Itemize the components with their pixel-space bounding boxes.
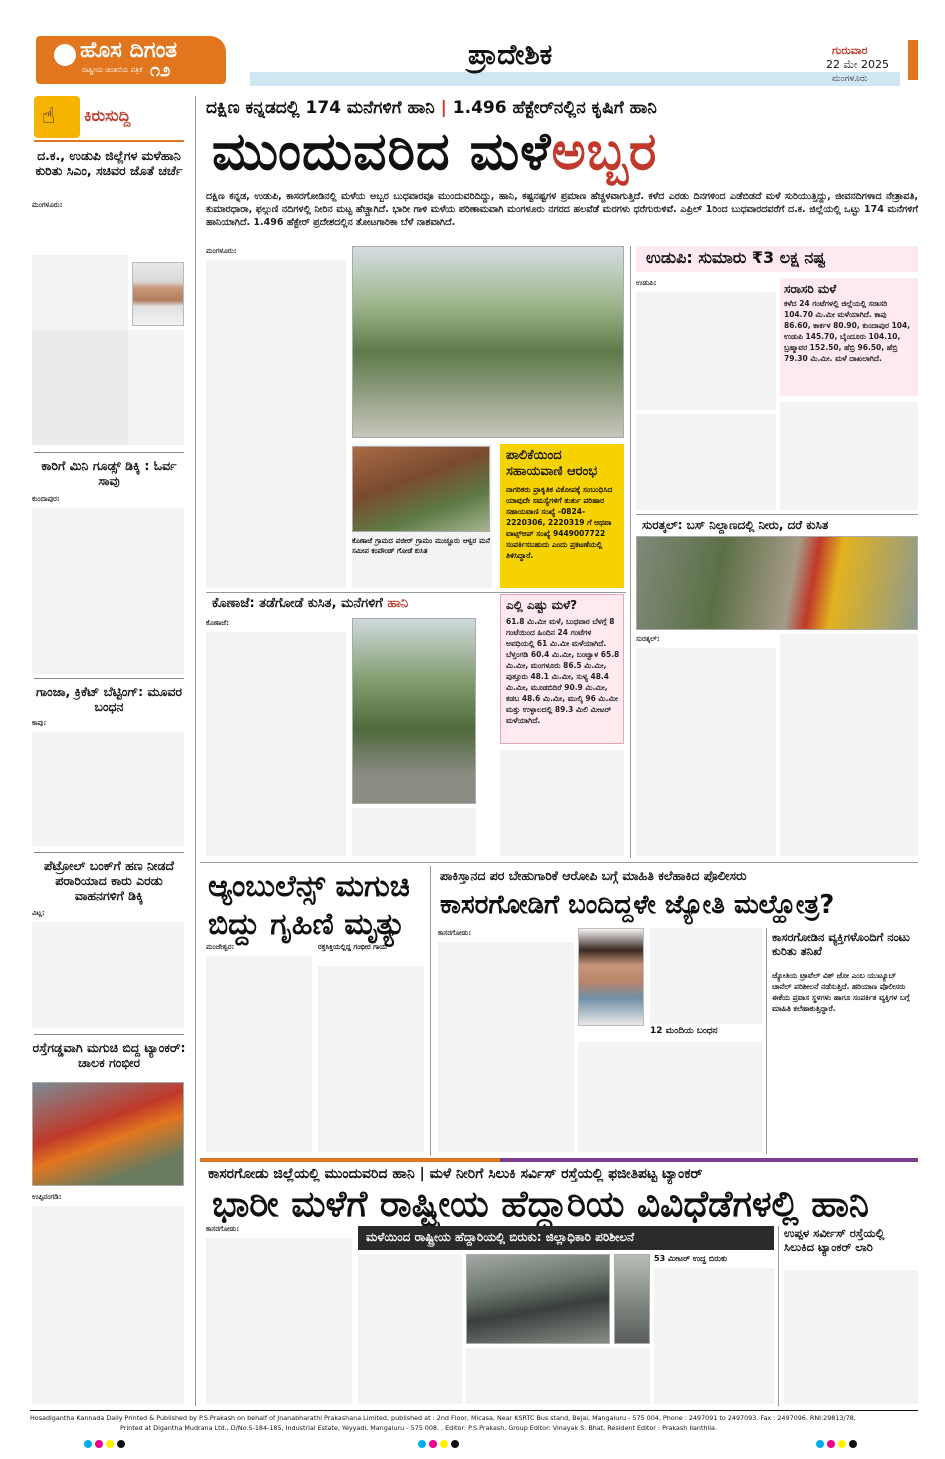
logo-text: ಹೊಸ ದಿಗಂತ bbox=[80, 38, 178, 63]
konaje-body-block-2 bbox=[352, 808, 476, 856]
tanker-sidebox-body bbox=[784, 1270, 918, 1404]
udupi-byline bbox=[636, 278, 776, 292]
black-dot-icon bbox=[451, 1440, 459, 1448]
section-title: ಪ್ರಾದೇಶಿಕ bbox=[468, 38, 553, 71]
udupi-byline-text: ಉಡುಪಿ: bbox=[636, 279, 657, 287]
compound-wall-caption: ಕೊಣಾಜೆ ಗ್ರಾಮದ ಪಜೀರ್ ಗ್ರಾಮಂ ಮುಚ್ಚೂರು ಆಳ್ವರ ಮನೆ ಸಮೀಪ ಕಂಪೌಂಡ್ ಗೋಡೆ ಕುಸಿತ bbox=[352, 537, 490, 555]
bus-stand-flooding-photo bbox=[636, 536, 918, 630]
yellow-dot-icon bbox=[440, 1440, 448, 1448]
section-rule bbox=[250, 72, 900, 86]
surathkal-headline: ಸುರತ್ಕಲ್: ಬಸ್ ನಿಲ್ದಾಣದಲ್ಲಿ ನೀರು, ದರೆ ಕುಸಿತ bbox=[642, 518, 829, 532]
helpline-text: ನಾಗರಿಕರು ಪ್ರಾಕೃತಿಕ ವಿಕೋಪಕ್ಕೆ ಸಂಬಂಧಿಸಿದ ಯಾವುದೇ ಸಮಸ್ಯೆಗಳಿಗೆ ತುರ್ತು ಪರಿಹಾರ ಸಹಾಯವಾಣಿ ಸಂಖ್ಯೆ -0824-2220306, 2220319 ಗೆ ಅಥವಾ ವಾಟ್ಸ್‌ಆಪ್ ಸಂಖ್ಯೆ 9449007722 ಸಂಪರ್ಕಿಸಬಹುದು ಎಂದು ಪ್ರಕಟಣೆಯಲ್ಲಿ ತಿಳಿಸಿದ್ದಾರೆ. bbox=[506, 485, 613, 560]
issue-day: ಗುರುವಾರ bbox=[832, 44, 868, 57]
emblem-icon bbox=[54, 44, 76, 66]
highway-headline: ಭಾರೀ ಮಳೆಗೆ ರಾಷ್ಟ್ರೀಯ ಹೆದ್ದಾರಿಯ ವಿವಿಧೆಡೆಗಳಲ್ಲಿ ಹಾನಿ bbox=[212, 1184, 869, 1225]
udupi-headline: ಉಡುಪಿ: ಸುಮಾರು ₹3 ಲಕ್ಷ ನಷ್ಟ bbox=[646, 248, 826, 267]
column-divider bbox=[630, 246, 631, 858]
highway-byline bbox=[206, 1224, 352, 1238]
column-divider bbox=[430, 866, 431, 1156]
brief-headline-1: ದ.ಕ., ಉಡುಪಿ ಜಿಲ್ಲೆಗಳ ಮಳೆಹಾನಿ ಕುರಿತು ಸಿಎಂ, ಸಚಿವರ ಜೊತೆ ಚರ್ಚೆ bbox=[35, 148, 183, 178]
footer-imprint-1: Hosadigantha Kannada Daily Printed & Published by P.S.Prakash on behalf of Jnanabharathi Prakashana Limited, published at : 2nd Floor, Micasa, Near KSRTC Bus stand, Bejai, Mangaluru - 575 004, Phone : 2497091 to 2497093. Fax : 2497096. RNI:29813/78, bbox=[30, 1414, 856, 1422]
surathkal-body-block-2 bbox=[780, 634, 918, 856]
kiru-suddi-rule bbox=[34, 140, 184, 142]
edition-city: ಮಂಗಳೂರು bbox=[832, 74, 868, 84]
cyan-dot-icon bbox=[418, 1440, 426, 1448]
udupi-body-block-2 bbox=[780, 402, 918, 510]
collector-inspection-photo bbox=[466, 1254, 610, 1344]
brief-headline-3: ಗಾಂಜಾ, ಕ್ರಿಕೆಟ್ ಬೆಟ್ಟಿಂಗ್: ಮೂವರ ಬಂಧನ bbox=[35, 684, 183, 714]
tanker-sidebox-title: ಉಪ್ಪಳ ಸರ್ವೀಸ್ ರಸ್ತೆಯಲ್ಲಿ ಸಿಲುಕಿದ ಟ್ಯಾಂಕರ್ ಲಾರಿ bbox=[784, 1226, 885, 1254]
cyan-dot-icon bbox=[84, 1440, 92, 1448]
lead-headline bbox=[212, 122, 657, 183]
brief-separator bbox=[34, 1034, 184, 1035]
footer-imprint-2: Printed at Digantha Mudrana Ltd., D/No.5-184-185, Industrial Estate, Yeyyadi, Mangaluru - 575 008. . Editor: P.S.Prakash, Group Editor: Vinayak S. Bhat, Resident Editor : Prakash Ilanthila. bbox=[120, 1424, 718, 1432]
issue-date: 22 ಮೇ 2025 bbox=[826, 58, 890, 71]
fallen-tree-photo bbox=[352, 246, 624, 438]
column-divider bbox=[195, 96, 196, 1406]
logo-tagline: ರಾಷ್ಟ್ರೀಯ ಚಿಂತನೆಯ ಪತ್ರಿಕೆ bbox=[82, 66, 143, 74]
jyoti-body-block-3 bbox=[578, 1042, 762, 1152]
accent-rule-purple bbox=[500, 1158, 918, 1162]
jyoti-byline-text: ಕಾಸರಗೋಡು: bbox=[438, 929, 472, 937]
brief-body-3 bbox=[32, 718, 186, 732]
magenta-dot-icon bbox=[827, 1440, 835, 1448]
konaje-byline bbox=[206, 618, 346, 632]
black-dot-icon bbox=[117, 1440, 125, 1448]
brief-separator bbox=[34, 452, 184, 453]
column-divider bbox=[766, 928, 767, 1154]
magenta-dot-icon bbox=[95, 1440, 103, 1448]
road-crack-photo bbox=[614, 1254, 650, 1344]
column-divider bbox=[778, 1226, 779, 1406]
jyoti-body-block-1 bbox=[438, 942, 574, 1152]
section-rule-h bbox=[200, 862, 918, 863]
surathkal-body-block-1 bbox=[636, 648, 776, 856]
highway-body-block-2 bbox=[358, 1254, 462, 1404]
lead-kicker-separator: | bbox=[440, 98, 447, 118]
konaje-body-block-1 bbox=[206, 632, 346, 856]
konaje-body-block-3 bbox=[500, 750, 624, 856]
avg-rain-title: ಸರಾಸರಿ ಮಳೆ bbox=[784, 282, 837, 296]
brief-body-2 bbox=[32, 494, 186, 508]
konaje-headline-red: ಹಾನಿ bbox=[387, 596, 409, 611]
page-number: ೧೨ bbox=[150, 60, 171, 81]
jyoti-kicker: ಪಾಕಿಸ್ತಾನದ ಪರ ಬೇಹುಗಾರಿಕೆ ಆರೋಪಿ ಬಗ್ಗೆ ಮಾಹಿತಿ ಕಲೆಹಾಕಿದ ಪೊಲೀಸರು bbox=[440, 868, 747, 883]
brief-lead-5: ಉಪ್ಪಿನಂಗಡಿ: bbox=[32, 1193, 62, 1201]
brief-separator bbox=[34, 678, 184, 679]
konaje-road-photo bbox=[352, 618, 476, 804]
brief-body-4-text-block bbox=[32, 922, 184, 1028]
brief-body-5-text-block bbox=[32, 1206, 184, 1404]
ambulance-byline-text: ಮಂಜೇಶ್ವರ: bbox=[206, 943, 235, 951]
jyoti-sidebox-title: ಕಾಸರಗೋಡಿನ ವ್ಯಕ್ತಿಗಳೊಂದಿಗೆ ನಂಟು ಕುರಿತು ತನಿಖೆ bbox=[772, 930, 910, 958]
highway-body-block-1 bbox=[206, 1238, 352, 1404]
jyoti-subhead: 12 ಮಂದಿಯ ಬಂಧನ bbox=[650, 1026, 718, 1036]
lead-headline-red: ಅಬ್ಬರ bbox=[551, 122, 658, 182]
kiru-suddi-badge bbox=[34, 96, 80, 138]
brief-headline-5: ರಸ್ತೆಗಡ್ಡವಾಗಿ ಮಗುಚಿ ಬಿದ್ದ ಟ್ಯಾಂಕರ್: ಚಾಲಕ ಗಂಭೀರ bbox=[32, 1040, 186, 1070]
brief-lead-2: ಕುಂದಾಪುರ: bbox=[32, 495, 60, 503]
footer-rule bbox=[30, 1410, 918, 1411]
accent-rule-orange bbox=[200, 1158, 500, 1162]
brief-headline-2: ಕಾರಿಗೆ ಮಿನಿ ಗೂಡ್ಸ್ ಡಿಕ್ಕಿ : ಓರ್ವ ಸಾವು bbox=[41, 458, 177, 488]
brief-body-2-text-block bbox=[32, 508, 184, 674]
ambulance-body-block-2 bbox=[318, 966, 424, 1152]
lead-headline-black: ಮುಂದುವರಿದ ಮಳೆ bbox=[212, 122, 552, 182]
jyoti-portrait bbox=[578, 928, 644, 1026]
brief-lead-3: ಕಾಪು: bbox=[32, 719, 47, 727]
section-rule-h bbox=[206, 592, 626, 593]
lead-byline-text: ಮಂಗಳೂರು: bbox=[206, 247, 237, 255]
jyoti-headline: ಕಾಸರಗೋಡಿಗೆ ಬಂದಿದ್ದಳೇ ಜ್ಯೋತಿ ಮಲ್ಹೋತ್ರ? bbox=[440, 890, 835, 920]
black-dot-icon bbox=[849, 1440, 857, 1448]
jyoti-body-block-2 bbox=[650, 928, 762, 1024]
highway-byline-text: ಕಾಸರಗೋಡು: bbox=[206, 1225, 240, 1233]
brief-body-4 bbox=[32, 908, 186, 922]
brief-body-5 bbox=[32, 1192, 186, 1206]
minister-portrait bbox=[132, 262, 184, 326]
udupi-body-block-3 bbox=[636, 414, 776, 510]
kiru-suddi-label: ಕಿರುಸುದ್ದಿ bbox=[84, 106, 131, 125]
rainfall-text: 61.8 ಮಿ.ಮೀ ಮಳೆ, ಬುಧವಾರ ಬೆಳಗ್ಗೆ 8 ಗಂಟೆಯಿಂದ ಹಿಂದಿನ 24 ಗಂಟೆಗಳ ಅವಧಿಯಲ್ಲಿ 61 ಮಿ.ಮೀ ಮಳೆಯಾಗಿದೆ. ಬೆಳ್ತಂಗಡಿ 60.4 ಮಿ.ಮೀ, ಬಂಟ್ವಾಳ 65.8 ಮಿ.ಮೀ, ಮಂಗಳೂರು 86.5 ಮಿ.ಮೀ, ಪುತ್ತೂರು 48.1 ಮಿ.ಮೀ, ಸುಳ್ಯ 48.4 ಮಿ.ಮೀ, ಮೂಡಬಿದಿರೆ 90.9 ಮಿ.ಮೀ, ಕಡಬ 48.6 ಮಿ.ಮೀ, ಮುಲ್ಕಿ 96 ಮಿ.ಮೀ ಮತ್ತು ಉಳ್ಳಾಲದಲ್ಲಿ 89.3 ಮಿಲಿ ಮೀಟರ್ ಮಳೆಯಾಗಿದೆ. bbox=[506, 617, 620, 725]
brief-headline-4: ಪೆಟ್ರೋಲ್ ಬಂಕ್‌ಗೆ ಹಣ ನೀಡದೆ ಪರಾರಿಯಾದ ಕಾರು ಎರಡು ವಾಹನಗಳಿಗೆ ಡಿಕ್ಕಿ bbox=[43, 858, 175, 903]
konaje-headline bbox=[212, 596, 408, 611]
lead-deck: ದಕ್ಷಿಣ ಕನ್ನಡ, ಉಡುಪಿ, ಕಾಸರಗೋಡಿನಲ್ಲಿ ಮಳೆಯ ಅಬ್ಬರ ಬುಧವಾರವೂ ಮುಂದುವರಿದಿದ್ದು, ಹಾನಿ, ಕಷ್ಟನಷ್ಟಗಳ ಪ್ರಮಾಣ ಹೆಚ್ಚಳವಾಗುತ್ತಿದೆ. ಕಳೆದ ಎರಡು ದಿನಗಳಿಂದ ಎಡೆಬಿಡದೆ ಮಳೆ ಸುರಿಯುತ್ತಿದ್ದು, ಜೀವನದಿಗಳಾದ ನೇತ್ರಾವತಿ, ಕುಮಾರಧಾರಾ, ಫಲ್ಗುಣಿ ನದಿಗಳಲ್ಲಿ ನೀರಿನ ಮಟ್ಟ ಹೆಚ್ಚಾಗಿದೆ. ಭಾರೀ ಗಾಳಿ ಮಳೆಯ ಪರಿಣಾಮವಾಗಿ ಮಂಗಳೂರು ನಗರದ ಹಲವೆಡೆ ಮರಗಳು ಧರೆಗುರುಳಿವೆ. ಎಪ್ರಿಲ್ 1ರಿಂದ ಬುಧವಾರದವರೆಗೆ ದ.ಕ. ಜಿಲ್ಲೆಯಲ್ಲಿ ಒಟ್ಟು 174 ಮನೆಗಳಿಗೆ ಹಾನಿಯಾಗಿದೆ. 1.496 ಹೆಕ್ಟೇರ್ ಪ್ರದೇಶದಲ್ಲಿನ ತೋಟಗಾರಿಕಾ ಬೆಳೆ ನಾಶವಾಗಿದೆ. bbox=[206, 191, 918, 228]
section-rule-h bbox=[636, 514, 918, 515]
lead-body-block-1 bbox=[206, 260, 346, 588]
ambulance-byline bbox=[206, 942, 312, 956]
highway-subhead: 53 ಮೀಟರ್ ಉದ್ದ ಬಿರುಕು bbox=[654, 1254, 728, 1263]
yellow-dot-icon bbox=[106, 1440, 114, 1448]
highway-band-text: ಮಳೆಯಿಂದ ರಾಷ್ಟ್ರೀಯ ಹೆದ್ದಾರಿಯಲ್ಲಿ ಬಿರುಕು: ಜಿಲ್ಲಾಧಿಕಾರಿ ಪರಿಶೀಲನೆ bbox=[366, 1230, 635, 1244]
surathkal-byline-text: ಸುರತ್ಕಲ್: bbox=[636, 635, 660, 643]
surathkal-byline bbox=[636, 634, 776, 648]
jyoti-byline bbox=[438, 928, 574, 942]
konaje-byline-text: ಕೊಣಾಜೆ: bbox=[206, 619, 229, 627]
date-accent-bar bbox=[908, 40, 918, 80]
helpline-title: ಪಾಲಿಕೆಯಿಂದ ಸಹಾಯವಾಣಿ ಆರಂಭ bbox=[506, 448, 598, 479]
highway-kicker: ಕಾಸರಗೋಡು ಜಿಲ್ಲೆಯಲ್ಲಿ ಮುಂದುವರಿದ ಹಾನಿ | ಮಳೆ ನೀರಿಗೆ ಸಿಲುಕಿ ಸರ್ವಿಸ್ ರಸ್ತೆಯಲ್ಲಿ ಫಜೀತಿಪಟ್ಟ ಟ್ಯಾಂಕರ್ bbox=[208, 1166, 703, 1182]
brief-lead-4: ವಿಟ್ಲ: bbox=[32, 909, 45, 917]
masthead bbox=[0, 0, 945, 92]
pointing-hand-icon: ☝ bbox=[42, 104, 56, 129]
yellow-dot-icon bbox=[838, 1440, 846, 1448]
compound-wall-collapse-photo bbox=[352, 446, 490, 532]
ambulance-subhead: ರಕ್ತಸಿಕ್ತಿಯಲ್ಲಿದ್ದ ಗಂಭೀರ ಗಾಯ bbox=[318, 943, 387, 951]
brief-body-3-text-block bbox=[32, 732, 184, 846]
rainfall-title: ಎಲ್ಲಿ ಎಷ್ಟು ಮಳೆ? bbox=[506, 598, 578, 612]
magenta-dot-icon bbox=[429, 1440, 437, 1448]
jyoti-sidebox-text: ಜ್ಯೋತಿಯ ಟ್ರಾವೆಲ್ ವಿತ್ ಜೋ ಎಂಬ ಯುಟ್ಯೂಬ್ ಚಾನೆಲ್ ಪರಿಶೀಲನೆ ನಡೆಸುತ್ತಿದೆ. ಹರಿಯಾಣ ಪೊಲೀಸರು ಈಕೆಯ ಪ್ರವಾಸ ಸ್ಥಳಗಳು ಹಾಗೂ ಸಂಪರ್ಕಿತ ವ್ಯಕ್ತಿಗಳ ಬಗ್ಗೆ ಮಾಹಿತಿ ಕಲೆಹಾಕುತ್ತಿದ್ದಾರೆ. bbox=[772, 971, 910, 1013]
konaje-headline-black: ಕೊಣಾಜೆ: ತಡೆಗೋಡೆ ಕುಸಿತ, ಮನೆಗಳಿಗೆ bbox=[212, 596, 383, 611]
lead-kicker-right: 1.496 ಹೆಕ್ಟೇರ್‌ನಲ್ಲಿನ ಕೃಷಿಗೆ ಹಾನಿ bbox=[452, 98, 657, 118]
highway-body-block-4 bbox=[654, 1268, 774, 1404]
lead-byline bbox=[206, 246, 346, 260]
avg-rain-text: ಕಳೆದ 24 ಗಂಟೆಗಳಲ್ಲಿ ಜಿಲ್ಲೆಯಲ್ಲಿ ಸರಾಸರಿ 104.70 ಮಿ.ಮೀ ಮಳೆಯಾಗಿದೆ. ಕಾಪು 86.60, ಕಾರ್ಕಳ 80.90, ಕುಂದಾಪುರ 104, ಉಡುಪಿ 145.70, ಬೈಂದೂರು 104.10, ಬ್ರಹ್ಮಾವರ 152.50, ಹೆಬ್ರಿ 96.50, ಹೆಬ್ರಿ 79.30 ಮಿ.ಮೀ. ಮಳೆ ದಾಖಲಾಗಿದೆ. bbox=[784, 299, 911, 363]
brief-separator bbox=[34, 852, 184, 853]
ambulance-headline: ಆ್ಯಂಬುಲೆನ್ಸ್ ಮಗುಚಿ ಬಿದ್ದು ಗೃಹಿಣಿ ಮೃತ್ಯು bbox=[208, 869, 410, 942]
brief-lead-1: ಮಂಗಳೂರು: bbox=[32, 201, 63, 209]
cyan-dot-icon bbox=[816, 1440, 824, 1448]
lead-kicker-left: ದಕ್ಷಿಣ ಕನ್ನಡದಲ್ಲಿ 174 ಮನೆಗಳಿಗೆ ಹಾನಿ bbox=[206, 98, 435, 118]
ambulance-body-block-1 bbox=[206, 956, 312, 1152]
brief-body-1-text-block-2 bbox=[32, 330, 184, 445]
tanker-accident-photo bbox=[32, 1082, 184, 1186]
highway-body-block-3 bbox=[466, 1348, 650, 1404]
brief-body-1 bbox=[32, 200, 186, 250]
lead-kicker bbox=[206, 98, 657, 118]
udupi-body-block-1 bbox=[636, 292, 776, 410]
